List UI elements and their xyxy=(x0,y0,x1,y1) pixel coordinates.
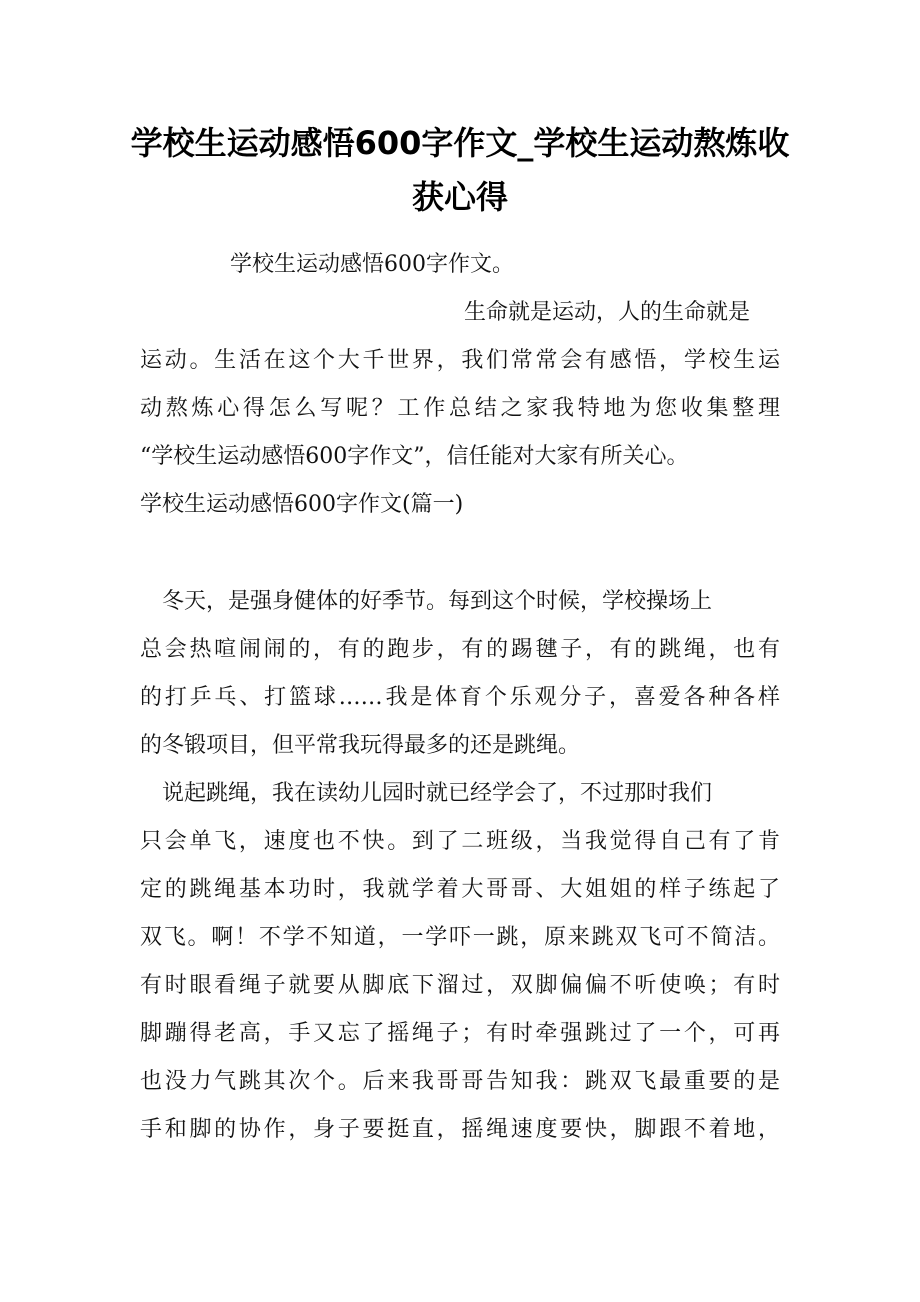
paragraph-line: 只会单飞，速度也不快。到了二班级，当我觉得自己有了肯 xyxy=(140,829,780,854)
paragraph-line: 有时眼看绳子就要从脚底下溜过，双脚偏偏不听使唤；有时 xyxy=(140,973,780,998)
paragraph-line: 手和脚的协作，身子要挺直，摇绳速度要快，脚跟不着地， xyxy=(140,1117,780,1142)
paragraph-line: 说起跳绳，我在读幼儿园时就已经学会了，不过那时我们 xyxy=(162,781,713,806)
paragraph-line: 定的跳绳基本功时，我就学着大哥哥、大姐姐的样子练起了 xyxy=(140,877,780,902)
section-heading: 学校生运动感悟600字作文(篇一) xyxy=(140,492,464,517)
paragraph-line: 双飞。啊！不学不知道，一学吓一跳，原来跳双飞可不简洁。 xyxy=(140,925,780,950)
document-title: 学校生运动感悟600字作文_学校生运动熬炼收获心得 xyxy=(130,124,790,216)
paragraph-line: 的打乒乓、打篮球……我是体育个乐观分子，喜爱各种各样 xyxy=(140,685,780,710)
paragraph-line: 总会热喧闹闹的，有的跑步，有的踢毽子，有的跳绳，也有 xyxy=(140,637,780,662)
intro-line: 动熬炼心得怎么写呢？工作总结之家我特地为您收集整理 xyxy=(140,396,780,421)
paragraph-line: 的冬锻项目，但平常我玩得最多的还是跳绳。 xyxy=(140,733,581,758)
paragraph-line: 冬天，是强身健体的好季节。每到这个时候，学校操场上 xyxy=(162,589,713,614)
paragraph-line: 脚蹦得老高，手又忘了摇绳子；有时牵强跳过了一个，可再 xyxy=(140,1021,780,1046)
intro-line: “学校生运动感悟600字作文”，信任能对大家有所关心。 xyxy=(140,444,689,469)
intro-heading: 学校生运动感悟600字作文。 xyxy=(230,252,514,277)
intro-line: 生命就是运动，人的生命就是 xyxy=(464,300,751,325)
intro-line: 运动。生活在这个大千世界，我们常常会有感悟，学校生运 xyxy=(140,348,780,373)
paragraph-line: 也没力气跳其次个。后来我哥哥告知我：跳双飞最重要的是 xyxy=(140,1069,780,1094)
